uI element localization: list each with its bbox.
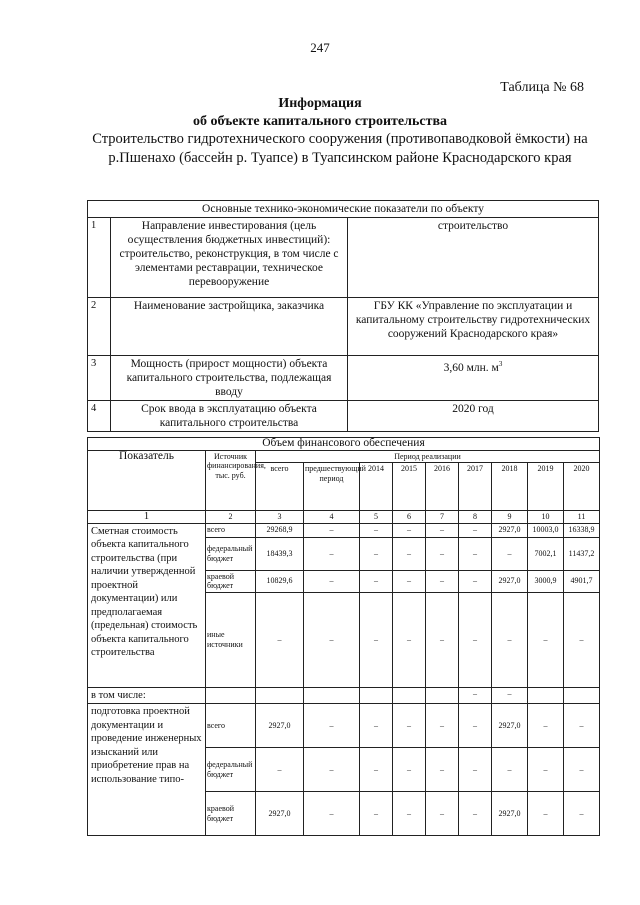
- finance-cell: –: [304, 570, 360, 592]
- finance-cell: –: [459, 523, 492, 537]
- indicator-num: 3: [88, 356, 111, 401]
- finance-cell: –: [256, 748, 304, 792]
- indicator-value: 2020 год: [348, 401, 599, 432]
- source-label: краевой бюджет: [206, 792, 256, 836]
- col-number: 10: [528, 511, 564, 524]
- finance-cell: –: [459, 792, 492, 836]
- indicator-label: Наименование застройщика, заказчика: [111, 298, 348, 356]
- finance-cell: [304, 687, 360, 704]
- col-year: 2016: [426, 463, 459, 511]
- finance-cell: [206, 687, 256, 704]
- finance-cell: –: [360, 537, 393, 570]
- finance-cell: 4901,7: [564, 570, 600, 592]
- indicator-num: 1: [88, 218, 111, 298]
- period-header: Период реализации: [256, 450, 600, 463]
- including-label: в том числе:: [88, 687, 206, 704]
- finance-cell: –: [360, 704, 393, 748]
- indicator-value: строительство: [348, 218, 599, 298]
- indicators-header: Основные технико-экономические показатели по объекту: [88, 201, 599, 218]
- finance-cell: –: [393, 592, 426, 687]
- indicator-label: Срок ввода в эксплуатацию объекта капитального строительства: [111, 401, 348, 432]
- finance-cell: –: [393, 792, 426, 836]
- finance-cell: [256, 687, 304, 704]
- indicator-label: Направление инвестирования (цель осуществления бюджетных инвестиций): строительство, реконструкция, в том числе с элементами реставрации, техническое перевооружение: [111, 218, 348, 298]
- finance-cell: –: [360, 592, 393, 687]
- source-label: всего: [206, 704, 256, 748]
- finance-cell: –: [459, 592, 492, 687]
- finance-cell: –: [426, 523, 459, 537]
- finance-cell: –: [426, 537, 459, 570]
- finance-cell: –: [426, 704, 459, 748]
- finance-cell: –: [492, 748, 528, 792]
- finance-cell: –: [528, 704, 564, 748]
- finance-cell: –: [304, 523, 360, 537]
- finance-cell: –: [528, 792, 564, 836]
- finance-cell: –: [393, 748, 426, 792]
- indicator-label: подготовка проектной документации и проведение инженерных изысканий или приобретение прав на использование типо-: [88, 704, 206, 836]
- col-total: всего: [256, 463, 304, 511]
- col-source: Источник финансирования, тыс. руб.: [206, 450, 256, 511]
- finance-cell: –: [360, 792, 393, 836]
- col-number: 8: [459, 511, 492, 524]
- col-year: 2020: [564, 463, 600, 511]
- col-indicator: Показатель: [88, 450, 206, 511]
- finance-cell: –: [492, 537, 528, 570]
- finance-header: Объем финансового обеспечения: [88, 438, 600, 451]
- finance-cell: –: [426, 792, 459, 836]
- finance-cell: 16338,9: [564, 523, 600, 537]
- col-number: 1: [88, 511, 206, 524]
- title-line-1: Информация: [278, 96, 362, 111]
- finance-cell: –: [393, 570, 426, 592]
- indicator-num: 2: [88, 298, 111, 356]
- finance-cell: –: [393, 523, 426, 537]
- col-year: 2014: [360, 463, 393, 511]
- finance-cell: –: [564, 592, 600, 687]
- finance-cell: –: [256, 592, 304, 687]
- page-number: 247: [310, 40, 330, 55]
- indicator-num: 4: [88, 401, 111, 432]
- indicator-value-sup: 3: [498, 360, 503, 368]
- finance-cell: –: [459, 687, 492, 704]
- finance-cell: –: [492, 592, 528, 687]
- finance-cell: 18439,3: [256, 537, 304, 570]
- finance-cell: –: [459, 748, 492, 792]
- finance-cell: 2927,0: [492, 570, 528, 592]
- finance-cell: 7002,1: [528, 537, 564, 570]
- finance-cell: [360, 687, 393, 704]
- finance-table: [87, 437, 600, 836]
- col-number: 9: [492, 511, 528, 524]
- finance-cell: –: [528, 748, 564, 792]
- source-label: федеральный бюджет: [206, 748, 256, 792]
- col-year: 2015: [393, 463, 426, 511]
- finance-cell: –: [360, 523, 393, 537]
- finance-cell: –: [459, 537, 492, 570]
- col-prev: предшествующий период: [304, 463, 360, 511]
- col-year: 2017: [459, 463, 492, 511]
- finance-cell: [393, 687, 426, 704]
- col-number: 3: [256, 511, 304, 524]
- finance-cell: –: [304, 704, 360, 748]
- source-label: федеральный бюджет: [206, 537, 256, 570]
- col-year: 2019: [528, 463, 564, 511]
- finance-cell: –: [528, 592, 564, 687]
- finance-cell: 11437,2: [564, 537, 600, 570]
- finance-cell: [528, 687, 564, 704]
- finance-cell: –: [564, 704, 600, 748]
- col-number: 6: [393, 511, 426, 524]
- table-number: Таблица № 68: [500, 80, 584, 95]
- finance-cell: 2927,0: [492, 704, 528, 748]
- finance-cell: –: [393, 704, 426, 748]
- finance-cell: –: [393, 537, 426, 570]
- indicator-value-cell: [348, 356, 599, 401]
- indicator-label: Мощность (прирост мощности) объекта капитального строительства, подлежащая вводу: [111, 356, 348, 401]
- indicators-table: [87, 200, 599, 432]
- indicator-label: Сметная стоимость объекта капитального строительства (при наличии утвержденной проектной документации) или предполагаемая (предельная) стоимость объекта капитального строительства: [88, 523, 206, 687]
- finance-cell: 2927,0: [492, 523, 528, 537]
- source-label: иные источники: [206, 592, 256, 687]
- col-number: 4: [304, 511, 360, 524]
- finance-cell: –: [459, 570, 492, 592]
- finance-cell: –: [304, 592, 360, 687]
- finance-cell: –: [360, 748, 393, 792]
- finance-cell: –: [304, 748, 360, 792]
- col-number: 11: [564, 511, 600, 524]
- finance-cell: –: [304, 792, 360, 836]
- finance-cell: –: [426, 570, 459, 592]
- finance-cell: –: [426, 748, 459, 792]
- finance-cell: –: [304, 537, 360, 570]
- finance-cell: –: [564, 792, 600, 836]
- col-year: 2018: [492, 463, 528, 511]
- finance-cell: 10003,0: [528, 523, 564, 537]
- col-number: 7: [426, 511, 459, 524]
- finance-cell: 2927,0: [256, 704, 304, 748]
- col-number: 5: [360, 511, 393, 524]
- finance-cell: 2927,0: [492, 792, 528, 836]
- subtitle: Строительство гидротехнического сооружения (противопаводковой ёмкости) на р.Пшенахо (бассейн р. Туапсе) в Туапсинском районе Краснодарского края: [92, 131, 588, 166]
- indicator-value: ГБУ КК «Управление по эксплуатации и капитальному строительству гидротехнических сооружений Краснодарского края»: [348, 298, 599, 356]
- finance-cell: –: [564, 748, 600, 792]
- finance-cell: –: [492, 687, 528, 704]
- finance-cell: [426, 687, 459, 704]
- finance-cell: –: [426, 592, 459, 687]
- finance-cell: [564, 687, 600, 704]
- source-label: краевой бюджет: [206, 570, 256, 592]
- finance-cell: –: [459, 704, 492, 748]
- indicator-value: 3,60 млн. м: [443, 361, 499, 374]
- source-label: всего: [206, 523, 256, 537]
- title-line-2: об объекте капитального строительства: [192, 114, 448, 129]
- finance-cell: 2927,0: [256, 792, 304, 836]
- col-number: 2: [206, 511, 256, 524]
- finance-cell: 3000,9: [528, 570, 564, 592]
- finance-cell: 29268,9: [256, 523, 304, 537]
- finance-cell: –: [360, 570, 393, 592]
- finance-cell: 10829,6: [256, 570, 304, 592]
